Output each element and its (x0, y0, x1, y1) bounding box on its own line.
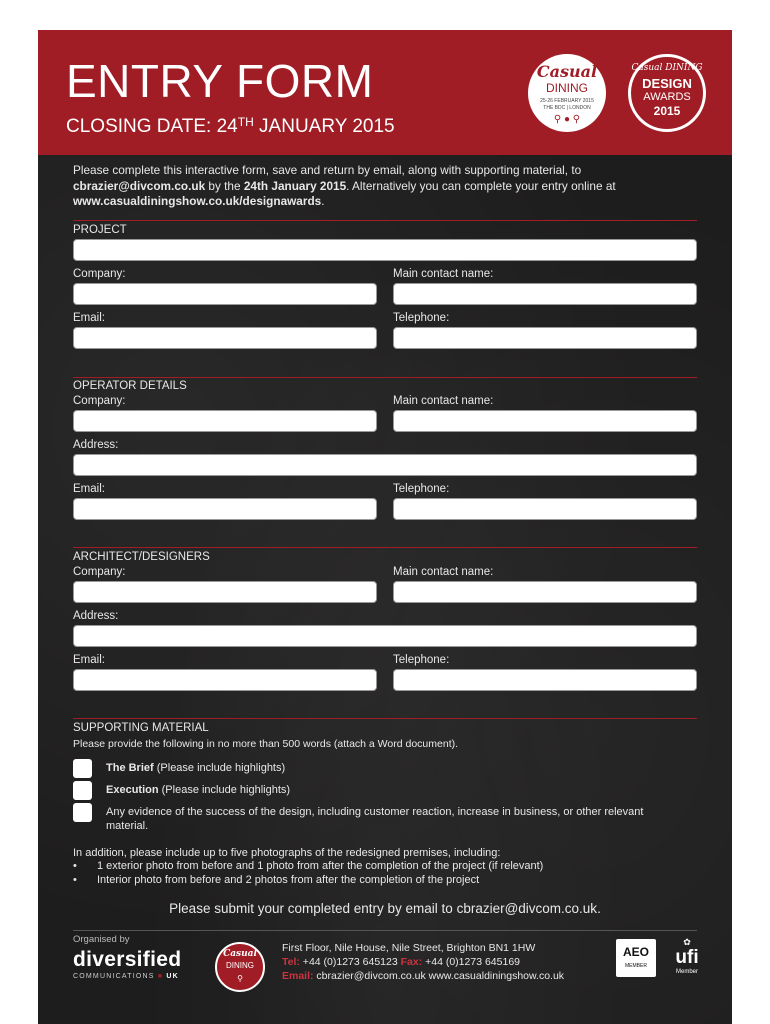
small-logo-word: DINING (226, 961, 254, 970)
intro-text1: Please complete this interactive form, save and return by email, along with supporting material, to (73, 163, 582, 177)
bullet-icon: • (73, 874, 77, 886)
ufi-member-logo (668, 937, 706, 975)
casual-dining-logo (528, 54, 606, 132)
operator-telephone-field[interactable] (393, 498, 697, 520)
ufi-swoosh-icon: ✿ (683, 937, 691, 947)
awards-script: Casual DINING (631, 63, 703, 73)
footer-email-links[interactable]: cbrazier@divcom.co.uk www.casualdiningshow.co.uk (313, 970, 565, 982)
tel-label: Tel: (282, 956, 300, 968)
operator-address-field[interactable] (73, 454, 697, 476)
awards-year: 2015 (653, 104, 681, 118)
section-divider (73, 377, 697, 378)
brief-rest: (Please include highlights) (153, 762, 286, 774)
execution-bold: Execution (106, 784, 159, 796)
project-telephone-field[interactable] (393, 327, 697, 349)
submit-text: Please submit your completed entry by email to (169, 901, 457, 916)
evidence-checkbox-label: Any evidence of the success of the design, including customer reaction, increase in business, or other relevant material. (106, 806, 644, 832)
closing-date (66, 115, 395, 138)
project-company-field[interactable] (73, 283, 377, 305)
project-company-label: Company: (73, 268, 126, 280)
tel-value: +44 (0)1273 645123 (299, 956, 401, 968)
project-name-field[interactable] (73, 239, 697, 261)
aeo-member-logo (616, 939, 656, 977)
intro-date: 24th January 2015 (243, 178, 347, 193)
bullet-text: 1 exterior photo from before and 1 photo from after the completion of the project (if relevant) (97, 860, 544, 872)
architect-company-field[interactable] (73, 581, 377, 603)
logo-dates-text: 25-26 FEBRUARY 2015 (540, 98, 594, 104)
evidence-checkbox[interactable] (73, 803, 92, 822)
logo-word: DINING (546, 81, 588, 95)
architect-company-label: Company: (73, 566, 126, 578)
architect-email-label: Email: (73, 654, 105, 666)
intro-url-link[interactable]: www.casualdiningshow.co.uk/designawards (73, 194, 322, 208)
architect-address-label: Address: (73, 610, 119, 622)
aeo-text: AEO (622, 945, 649, 959)
form-title: ENTRY FORM (66, 55, 374, 107)
architect-contact-label: Main contact name: (393, 566, 494, 578)
logo-venue-text: THE BDC | LONDON (543, 105, 591, 111)
brief-checkbox[interactable] (73, 759, 92, 778)
operator-contact-field[interactable] (393, 410, 697, 432)
footer-divider (73, 930, 697, 931)
operator-email-label: Email: (73, 483, 105, 495)
logo-sub-text: COMMUNICATIONS (73, 973, 155, 980)
awards-line2: AWARDS (643, 91, 691, 103)
design-awards-logo (628, 54, 706, 132)
fax-label: Fax: (400, 956, 423, 968)
logo-dates (528, 98, 606, 112)
section-divider (73, 220, 697, 221)
section-divider (73, 547, 697, 548)
architect-section-title: ARCHITECT/DESIGNERS (73, 551, 210, 563)
entry-form-sheet (38, 30, 732, 1024)
closing-date-sup: TH (237, 115, 254, 129)
header-banner (38, 30, 732, 155)
supporting-subtitle: Please provide the following in no more than 500 words (attach a Word document). (73, 738, 459, 750)
section-divider (73, 718, 697, 719)
bullet-icon: • (73, 860, 77, 872)
operator-company-field[interactable] (73, 410, 377, 432)
architect-address-field[interactable] (73, 625, 697, 647)
email-label: Email: (282, 970, 314, 982)
organised-by-label: Organised by (73, 934, 130, 945)
intro-text3: . Alternatively you can complete your entry online at (346, 178, 616, 193)
operator-company-label: Company: (73, 395, 126, 407)
intro-text2: by the (205, 178, 244, 193)
project-telephone-label: Telephone: (393, 312, 450, 324)
operator-section-title: OPERATOR DETAILS (73, 380, 187, 392)
supporting-section-title: SUPPORTING MATERIAL (73, 722, 209, 734)
architect-email-field[interactable] (73, 669, 377, 691)
red-dot-icon: ■ (157, 973, 164, 980)
operator-address-label: Address: (73, 439, 119, 451)
submit-end: . (597, 901, 601, 916)
ufi-sub: Member (675, 969, 698, 975)
project-section-title: PROJECT (73, 224, 127, 236)
casual-dining-small-logo (215, 942, 265, 992)
operator-contact-label: Main contact name: (393, 395, 494, 407)
awards-line1: DESIGN (642, 76, 692, 91)
diversified-logo-sub (73, 973, 179, 980)
architect-telephone-label: Telephone: (393, 654, 450, 666)
submit-instruction (38, 901, 732, 916)
fax-value: +44 (0)1273 645169 (422, 956, 520, 968)
project-contact-field[interactable] (393, 283, 697, 305)
project-contact-label: Main contact name: (393, 268, 494, 280)
bullet-text: Interior photo from before and 2 photos from after the completion of the project (97, 874, 480, 886)
brief-bold: The Brief (106, 762, 154, 774)
aeo-sub: MEMBER (625, 963, 647, 969)
ufi-text: ufi (675, 947, 699, 968)
footer-address (282, 941, 564, 983)
photos-instruction: In addition, please include up to five photographs of the redesigned premises, including: (73, 847, 501, 859)
bullet-item (73, 874, 479, 886)
execution-checkbox-label (106, 783, 666, 797)
diversified-logo: diversified (73, 948, 182, 971)
logo-script: Casual (536, 62, 598, 81)
operator-email-field[interactable] (73, 498, 377, 520)
intro-text4: . (321, 194, 325, 208)
project-email-label: Email: (73, 312, 105, 324)
small-logo-script: Casual (223, 949, 257, 959)
closing-date-suffix: JANUARY 2015 (253, 116, 395, 137)
bullet-item (73, 860, 543, 872)
brief-checkbox-label (106, 761, 666, 775)
execution-rest: (Please include highlights) (158, 784, 291, 796)
address-line: First Floor, Nile House, Nile Street, Brighton BN1 1HW (282, 942, 536, 954)
execution-checkbox[interactable] (73, 781, 92, 800)
submit-email-link[interactable]: cbrazier@divcom.co.uk (456, 901, 598, 916)
intro-email-link[interactable]: cbrazier@divcom.co.uk (73, 178, 206, 193)
intro-text (73, 163, 693, 210)
operator-telephone-label: Telephone: (393, 483, 450, 495)
cutlery-icon: ⚲ (237, 974, 243, 983)
closing-date-prefix: CLOSING DATE: 24 (66, 116, 238, 137)
logo-uk: UK (166, 973, 179, 980)
cutlery-icon: ⚲ ● ⚲ (553, 114, 581, 125)
architect-contact-field[interactable] (393, 581, 697, 603)
architect-telephone-field[interactable] (393, 669, 697, 691)
project-email-field[interactable] (73, 327, 377, 349)
